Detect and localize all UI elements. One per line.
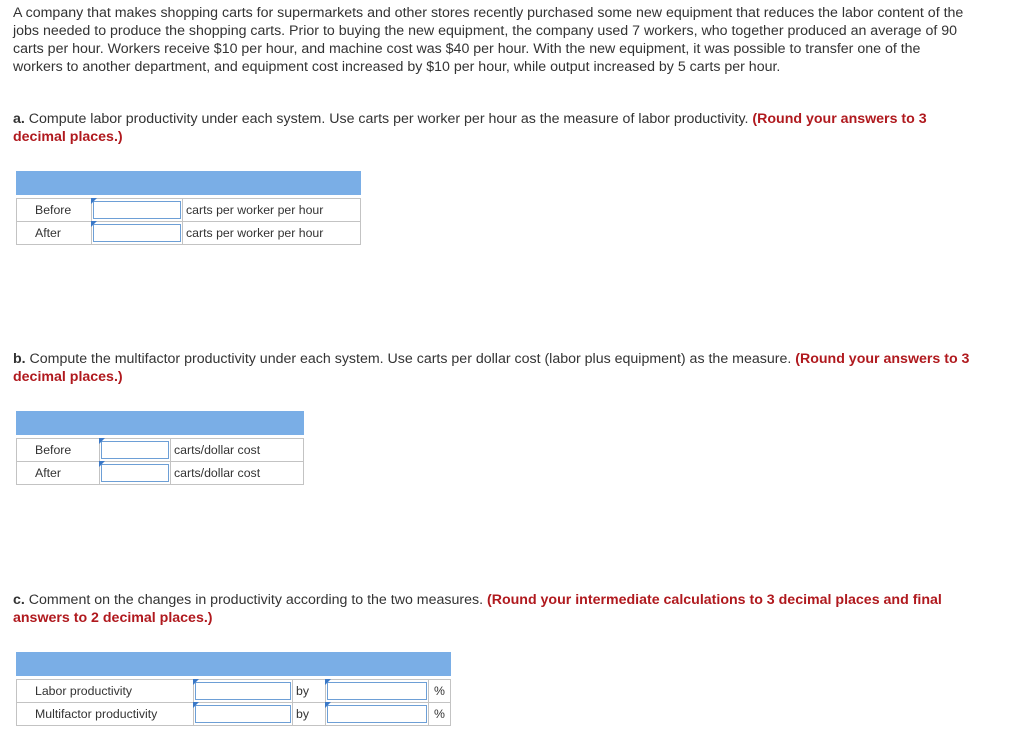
flag-icon bbox=[91, 198, 97, 204]
part-b-question bbox=[13, 350, 973, 386]
part-a-table bbox=[16, 171, 361, 245]
table-header bbox=[17, 653, 451, 676]
part-a-letter: a. bbox=[13, 111, 25, 127]
row-label: After bbox=[17, 462, 100, 485]
unit-label: carts/dollar cost bbox=[171, 462, 304, 485]
part-c-letter: c. bbox=[13, 592, 25, 608]
part-a-text: Compute labor productivity under each system. Use carts per worker per hour as the measure of labor productivity. bbox=[24, 111, 753, 127]
multifactor-after-input[interactable] bbox=[100, 462, 171, 485]
flag-icon bbox=[193, 679, 199, 685]
table-row bbox=[17, 703, 451, 726]
by-label: by bbox=[293, 680, 326, 703]
row-label: Before bbox=[17, 199, 92, 222]
part-a-question bbox=[13, 110, 973, 146]
percent-label: % bbox=[429, 680, 451, 703]
flag-icon bbox=[99, 461, 105, 467]
part-b-letter: b. bbox=[13, 351, 26, 367]
flag-icon bbox=[325, 679, 331, 685]
flag-icon bbox=[193, 702, 199, 708]
table-row bbox=[17, 462, 304, 485]
part-c-hint: (Round your intermediate calculations to 3 decimal places and final answers to 2 decimal places.) bbox=[13, 592, 942, 626]
part-b-hint: (Round your answers to 3 decimal places.) bbox=[13, 351, 970, 385]
part-c-text: Comment on the changes in productivity according to the two measures. bbox=[24, 592, 487, 608]
by-label: by bbox=[293, 703, 326, 726]
problem-intro: A company that makes shopping carts for supermarkets and other stores recently purchased some new equipment that reduces the labor content of the jobs needed to produce the shopping carts. Prior to buying the new equipment, the company used 7 workers, who together produced an average of 90 carts per hour. Workers receive $10 per hour, and machine cost was $40 per hour. With the new equipment, it was possible to transfer one of the workers to another department, and equipment cost increased by $10 per hour, while output increased by 5 carts per hour. bbox=[13, 5, 964, 75]
flag-icon bbox=[325, 702, 331, 708]
part-b-text: Compute the multifactor productivity under each system. Use carts per dollar cost (labor plus equipment) as the measure. bbox=[25, 351, 796, 367]
part-c-question bbox=[13, 591, 973, 627]
part-b-table bbox=[16, 411, 304, 485]
row-label: Multifactor productivity bbox=[17, 703, 194, 726]
row-label: After bbox=[17, 222, 92, 245]
flag-icon bbox=[99, 438, 105, 444]
multifactor-percent-input[interactable] bbox=[326, 703, 429, 726]
row-label: Before bbox=[17, 439, 100, 462]
labor-change-dropdown[interactable] bbox=[194, 680, 293, 703]
multifactor-change-dropdown[interactable] bbox=[194, 703, 293, 726]
labor-productivity-after-input[interactable] bbox=[92, 222, 183, 245]
row-label: Labor productivity bbox=[17, 680, 194, 703]
percent-label: % bbox=[429, 703, 451, 726]
flag-icon bbox=[91, 221, 97, 227]
part-c-table bbox=[16, 652, 451, 726]
unit-label: carts per worker per hour bbox=[183, 199, 361, 222]
table-row bbox=[17, 199, 361, 222]
labor-percent-input[interactable] bbox=[326, 680, 429, 703]
unit-label: carts/dollar cost bbox=[171, 439, 304, 462]
table-row bbox=[17, 680, 451, 703]
table-header bbox=[17, 172, 361, 195]
unit-label: carts per worker per hour bbox=[183, 222, 361, 245]
part-a-hint: (Round your answers to 3 decimal places.) bbox=[13, 111, 927, 145]
table-row bbox=[17, 439, 304, 462]
table-row bbox=[17, 222, 361, 245]
table-header bbox=[17, 412, 304, 435]
multifactor-before-input[interactable] bbox=[100, 439, 171, 462]
labor-productivity-before-input[interactable] bbox=[92, 199, 183, 222]
